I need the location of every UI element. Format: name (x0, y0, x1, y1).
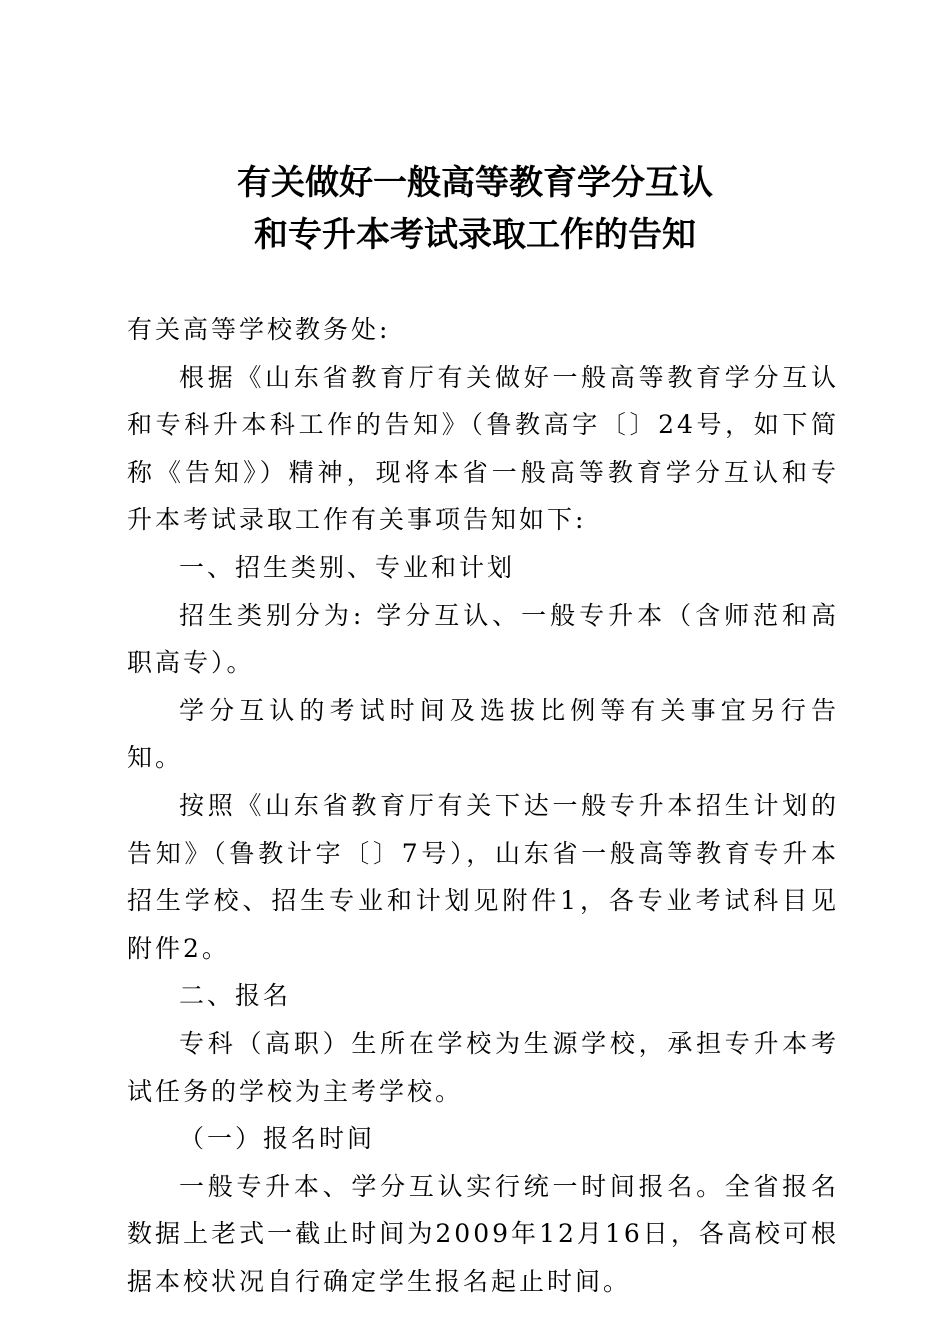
subsection-heading-time: （一）报名时间 (179, 1124, 376, 1154)
document-body (127, 306, 839, 1305)
document-title-line-2: 和专升本考试录取工作的告知 (254, 215, 696, 255)
document-title-line-1: 有关做好一般高等教育学分互认 (237, 163, 713, 203)
paragraph-categories: 招生类别分为: 学分互认、一般专升本（含师范和高职高专）。 (127, 600, 839, 678)
salutation: 有关高等学校教务处: (127, 315, 391, 344)
paragraph-basis: 根据《山东省教育厅有关做好一般高等教育学分互认和专科升本科工作的告知》（鲁教高字〔〕24号，如下简称《告知》）精神，现将本省一般高等教育学分互认和专升本考试录取工作有关事项告知如下: (127, 362, 839, 535)
paragraph-credit-recognition: 学分互认的考试时间及选拔比例等有关事宜另行告知。 (127, 695, 839, 773)
section-heading-1: 一、招生类别、专业和计划 (179, 552, 516, 582)
paragraph-schools: 专科（高职）生所在学校为生源学校，承担专升本考试任务的学校为主考学校。 (127, 1028, 839, 1106)
section-heading-2: 二、报名 (179, 981, 292, 1011)
paragraph-registration-time: 一般专升本、学分互认实行统一时间报名。全省报名数据上老式一截止时间为2009年12月16日，各高校可根据本校状况自行确定学生报名起止时间。 (127, 1171, 839, 1296)
paragraph-plan: 按照《山东省教育厅有关下达一般专升本招生计划的告知》（鲁教计字〔〕7号），山东省一般高等教育专升本招生学校、招生专业和计划见附件1，各专业考试科目见附件2。 (127, 790, 839, 963)
